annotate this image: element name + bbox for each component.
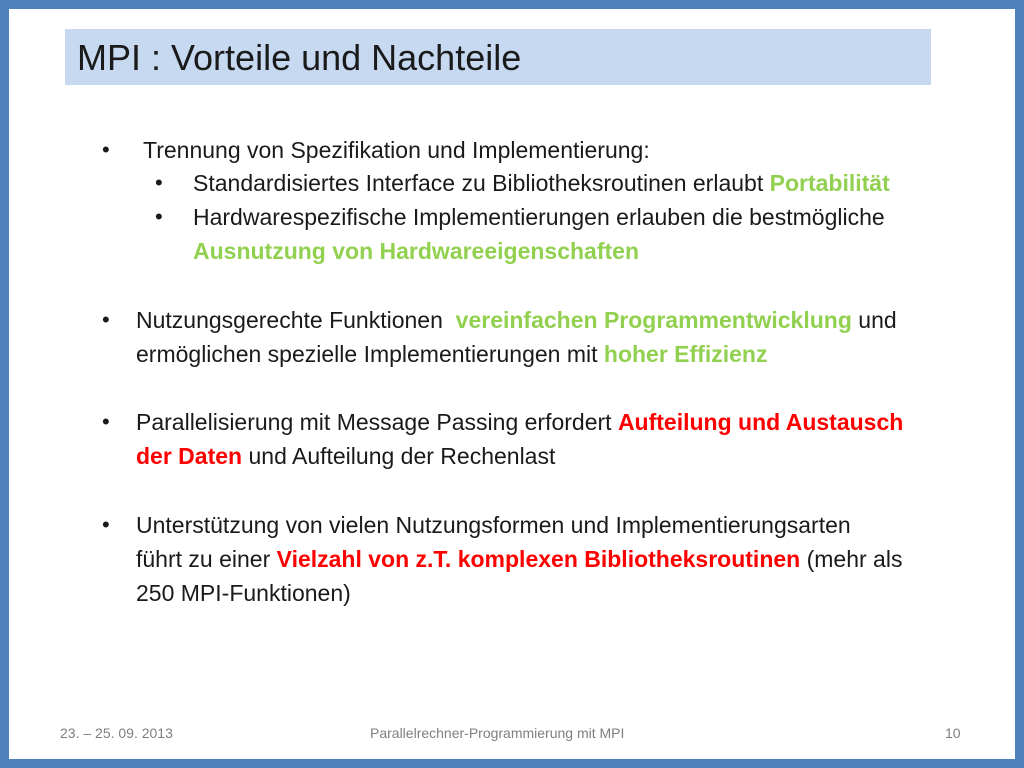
slide (9, 9, 1015, 759)
slide-content (9, 9, 1015, 759)
bullet-4-line-2 (136, 545, 902, 573)
bullet-icon: • (102, 409, 110, 434)
bullet-3-line-2 (136, 442, 555, 470)
bullet-1-sub-2-line-1: Hardwarespezifische Implementierungen erlauben die bestmögliche (193, 204, 885, 230)
bullet-icon: • (155, 170, 163, 195)
bullet-4-line-1: Unterstützung von vielen Nutzungsformen und Implementierungsarten (136, 512, 851, 538)
bullet-3-line-1 (136, 408, 903, 436)
bullet-3-text-2: und Aufteilung der Rechenlast (248, 443, 556, 469)
bullet-icon: • (155, 204, 163, 229)
bullet-2-line-1 (136, 306, 897, 334)
bullet-4-highlight-1: Vielzahl von z.T. komplexen Bibliotheksroutinen (276, 546, 801, 572)
bullet-4-text-2: führt zu einer (136, 546, 271, 572)
bullet-icon: • (102, 307, 110, 332)
footer-course: Parallelrechner-Programmierung mit MPI (370, 725, 625, 741)
bullet-2-highlight-2: hoher Effizienz (603, 341, 768, 367)
bullet-3-highlight-1: Aufteilung und Austausch (617, 409, 904, 435)
bullet-2-text-1: Nutzungsgerechte Funktionen (136, 307, 443, 333)
footer-page-number: 10 (945, 725, 961, 741)
bullet-4-line-3: 250 MPI-Funktionen) (136, 580, 351, 606)
footer-date: 23. – 25. 09. 2013 (60, 725, 173, 741)
bullet-icon: • (102, 512, 110, 537)
bullet-1-sub-2-highlight: Ausnutzung von Hardwareeigenschaften (193, 238, 640, 264)
bullet-2-text-2: und (858, 307, 897, 333)
bullet-3-text-1: Parallelisierung mit Message Passing erfordert (136, 409, 612, 435)
bullet-1-sub-1-highlight: Portabilität (769, 170, 890, 196)
bullet-icon: • (102, 137, 110, 162)
bullet-1-sub-1 (193, 169, 890, 197)
slide-title: MPI : Vorteile und Nachteile (77, 37, 522, 78)
bullet-3-highlight-2: der Daten (136, 443, 243, 469)
bullet-4-text-3: (mehr als (806, 546, 903, 572)
bullet-1-text: Trennung von Spezifikation und Implementierung: (143, 137, 650, 163)
bullet-2-highlight-1: vereinfachen Programmentwicklung (455, 307, 852, 333)
bullet-1-sub-1-text: Standardisiertes Interface zu Bibliotheksroutinen erlaubt (193, 170, 764, 196)
bullet-2-line-2 (136, 340, 767, 368)
bullet-2-text-3: ermöglichen spezielle Implementierungen mit (136, 341, 598, 367)
